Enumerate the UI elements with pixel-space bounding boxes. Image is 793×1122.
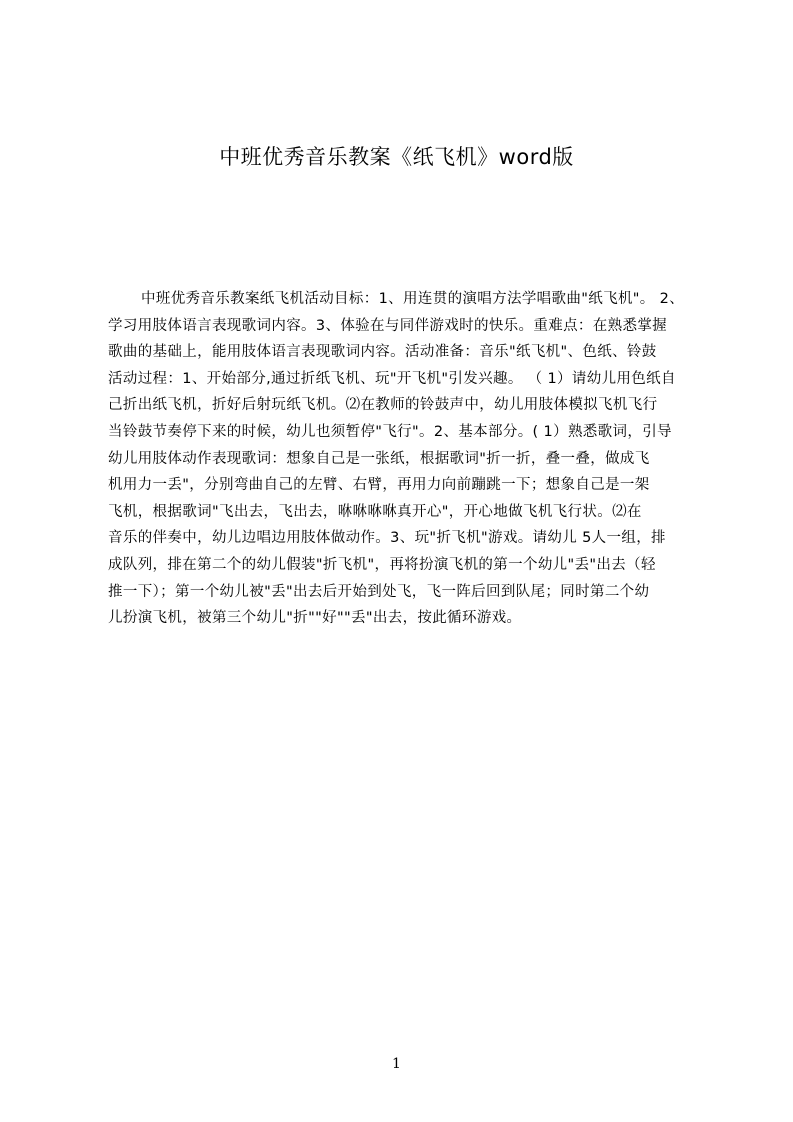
body-line: 中班优秀音乐教案纸飞机活动目标：1、用连贯的演唱方法学唱歌曲"纸飞机"。 2、	[141, 291, 685, 307]
body-line: 推一下）；第一个幼儿被"丢"出去后开始到处飞，飞一阵后回到队尾；同时第二个幼	[108, 583, 650, 600]
document-title: 中班优秀音乐教案《纸飞机》word版	[219, 145, 574, 169]
body-line: 己折出纸飞机，折好后射玩纸飞机。⑵在教师的铃鼓声中，幼儿用肢体模拟飞机飞行	[108, 397, 658, 414]
body-paragraph	[108, 286, 704, 636]
body-line: 活动过程：1、开始部分,通过折纸飞机、玩"开飞机"引发兴趣。 （ 1）请幼儿用色纸自	[108, 370, 676, 387]
body-line: 成队列，排在第二个的幼儿假装"折飞机"，再将扮演飞机的第一个幼儿"丢"出去（轻	[108, 556, 656, 573]
body-line: 音乐的伴奏中，幼儿边唱边用肢体做动作。3、玩"折飞机"游戏。请幼儿 5人一组，排	[108, 530, 666, 547]
body-line: 学习用肢体语言表现歌词内容。3、体验在与同伴游戏时的快乐。重难点：在熟悉掌握	[108, 317, 668, 334]
body-line: 儿扮演飞机，被第三个幼儿"折""好""丢"出去，按此循环游戏。	[108, 610, 522, 627]
body-line: 歌曲的基础上，能用肢体语言表现歌词内容。活动准备：音乐"纸飞机"、色纸、铃鼓	[108, 344, 657, 361]
body-line: 机用力一丢"，分别弯曲自己的左臂、右臂，再用力向前蹦跳一下；想象自己是一架	[108, 477, 650, 494]
page-number: 1	[392, 1056, 401, 1072]
body-line: 飞机，根据歌词"飞出去，飞出去，咻咻咻咻真开心"，开心地做飞机飞行状。⑵在	[108, 503, 642, 520]
body-line: 幼儿用肢体动作表现歌词：想象自己是一张纸，根据歌词"折一折，叠一叠，做成飞	[108, 450, 650, 467]
body-line: 当铃鼓节奏停下来的时候，幼儿也须暂停"飞行"。2、基本部分。( 1）熟悉歌词，引导	[108, 423, 672, 440]
